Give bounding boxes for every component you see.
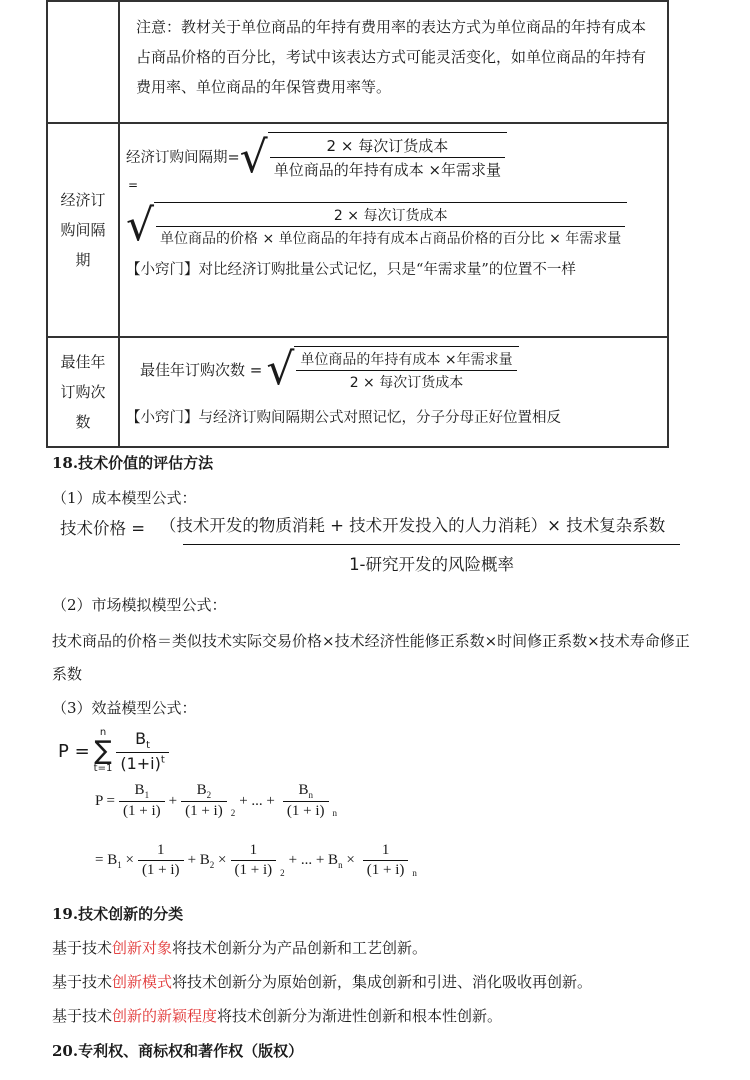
interval-formula-1: 经济订购间隔期= √ $\frac{\text{2 × 每次订货成本}}{\text{单位商品的年持有成本 ×年需求量}}$ [126, 132, 661, 180]
innovation-line-1: 基于技术创新对象将技术创新分为产品创新和工艺创新。 [52, 939, 428, 957]
tip-times: 【小窍门】与经济订购间隔期公式对照记忆，分子分母正好位置相反 [126, 410, 561, 426]
innovation-line-2: 基于技术创新模式将技术创新分为原始创新，集成创新和引进、消化吸收再创新。 [52, 973, 593, 991]
section-18-heading: 18.技术价值的评估方法 [52, 454, 214, 472]
note-cell [119, 1, 668, 123]
innovation-line-3: 基于技术创新的新颖程度将技术创新分为渐进性创新和根本性创新。 [52, 1007, 503, 1025]
interval-formula-2: √ $\frac{\text{2 × 每次订货成本}}{\text{单位商品的价格 × 单位商品的年持有成本占商品价格的百分比 × 年需求量}}$ [126, 202, 661, 248]
row-label-times: 最佳年订购次数 [47, 337, 119, 447]
section-19-heading: 19.技术创新的分类 [52, 905, 184, 923]
section-20-heading: 20.专利权、商标权和著作权（版权） [52, 1042, 304, 1060]
table-row [47, 337, 668, 447]
table-row [47, 1, 668, 123]
row-label-interval: 经济订购间隔期 [47, 123, 119, 337]
benefit-formula-expand: P = $\frac{B_1}{(1 + i)}$ + $\frac{B_2}{(1 + i)}$ 2 + ... + $\frac{B_n}{(1 + i)}$ n [95, 782, 338, 819]
item-benefit-model: （3）效益模型公式： [52, 699, 197, 717]
item-market-model: （2）市场模拟模型公式： [52, 596, 227, 614]
benefit-formula-factor: = $B_1$ × $\frac{1}{(1 + i)}$ + $B_2$ × $\frac{1}{(1 + i)}$ 2 + ... + $B_n$ × $\frac{1}{(1 + i)}$ n [95, 842, 417, 878]
note-text: 注意：教材关于单位商品的年持有费用率的表达方式为单位商品的年持有成本占商品价格的百分比，考试中该表达方式可能灵活变化，如单位商品的年持有费用率、单位商品的年保管费用率等。 [136, 18, 647, 96]
benefit-formula-sum: P = n ∑ t=1 $\frac{B_t}{(1+i)^t}$ [58, 728, 169, 774]
table-row: 经济订购间隔期 经济订购间隔期= √ $\frac{\text{2 × 每次订货成本}}{\text{单位商品的年持有成本 ×年需求量}}$ = √ $\frac{\text{2 × 每次订货成本}}{\text{单位商品的价格 × 单位商品的年持有成本占商品价格的百分比 × 年需求量}}$ 【小窍门】对比经济订购批量公式记忆，只是“年需求量”的位置不一样 [47, 123, 668, 337]
cost-model-formula: 技术价格 = （技术开发的物质消耗 + 技术开发投入的人力消耗）× 技术复杂系数 1-研究开发的风险概率 [60, 512, 680, 575]
tip-interval: 【小窍门】对比经济订购批量公式记忆，只是“年需求量”的位置不一样 [126, 262, 576, 278]
formula-table [46, 0, 669, 448]
item-cost-model: （1）成本模型公式： [52, 489, 197, 507]
times-formula: 最佳年订购次数 = √ $\frac{\text{单位商品的年持有成本 ×年需求量}}{\text{2 × 每次订货成本}}$ [126, 346, 661, 392]
market-model-text: 技术商品的价格＝类似技术实际交易价格×技术经济性能修正系数×时间修正系数×技术寿命修正系数 [52, 632, 690, 683]
